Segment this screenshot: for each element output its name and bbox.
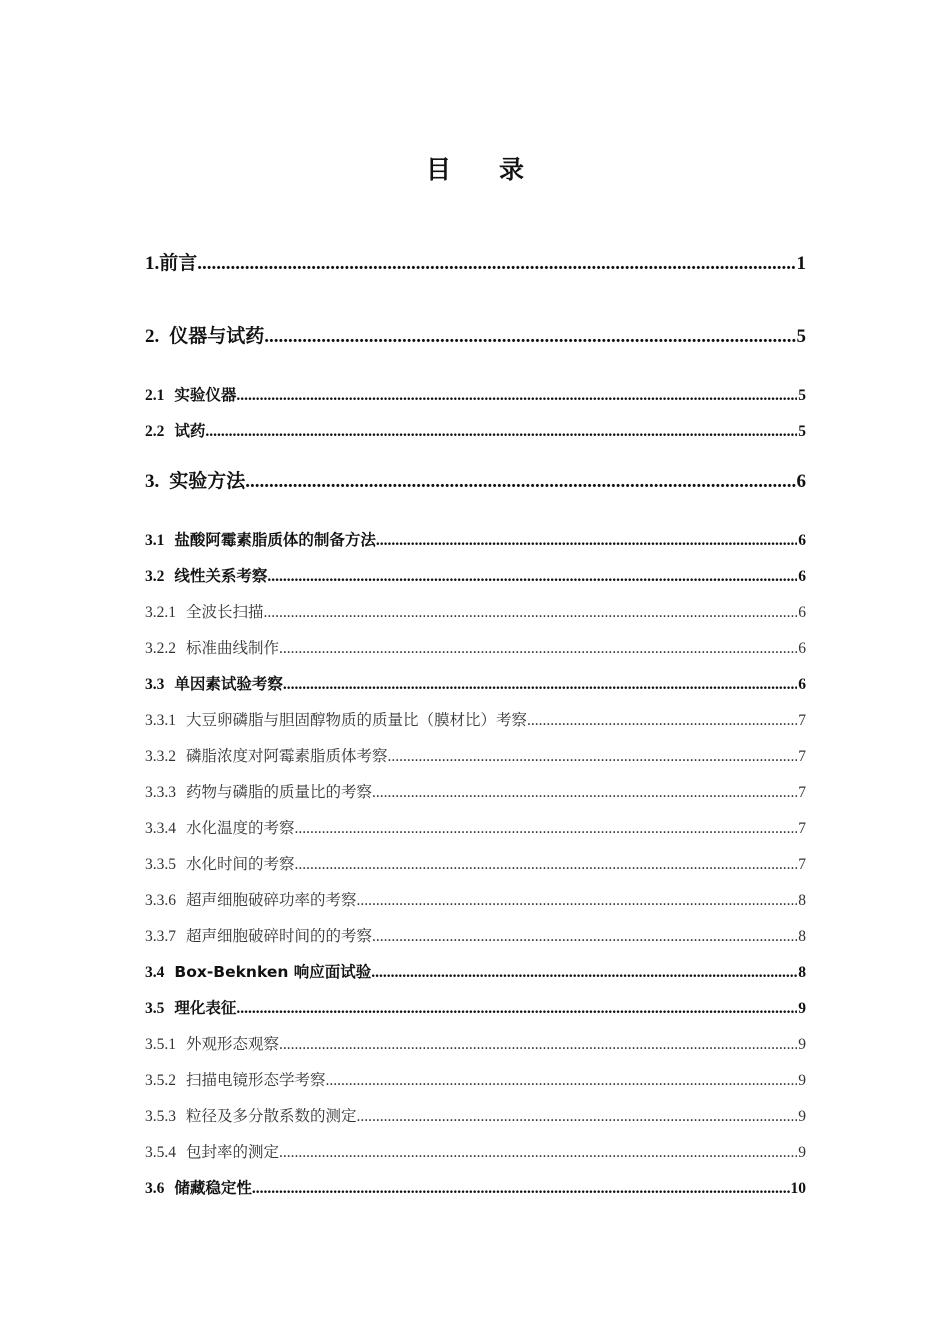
toc-entry-text: 试药 — [174, 422, 206, 440]
toc-dot-leader — [372, 784, 797, 802]
toc-entry-number: 3.4 — [145, 964, 165, 981]
toc-page-number: 6 — [798, 532, 806, 549]
toc-entry-number: 2.1 — [145, 387, 165, 404]
toc-dot-leader — [527, 712, 797, 730]
toc-entry-text: 全波长扫描 — [186, 603, 264, 621]
toc-title-left: 目 — [425, 155, 451, 184]
toc-entry-3-5[interactable] — [145, 996, 806, 1018]
toc-entry-label — [145, 744, 388, 766]
toc-entry-text: Box-Beknken 响应面试验 — [174, 963, 372, 981]
toc-entry-label — [145, 321, 264, 348]
toc-entry-text: 超声细胞破碎时间的的考察 — [186, 927, 373, 945]
toc-page-number: 8 — [798, 964, 806, 981]
toc-page-number: 9 — [798, 1036, 806, 1053]
toc-dot-leader — [295, 820, 798, 838]
toc-entry-number: 3.5.2 — [145, 1072, 176, 1089]
toc-entry-text: 实验方法 — [169, 470, 246, 492]
toc-dot-leader — [279, 1144, 797, 1162]
toc-entry-label — [145, 924, 372, 946]
toc-entry-label — [145, 960, 371, 982]
toc-page-number: 8 — [798, 892, 806, 909]
toc-entry-label — [145, 888, 357, 910]
toc-entry-number: 3.2 — [145, 568, 165, 585]
toc-entry-number: 3.2.2 — [145, 640, 176, 657]
toc-entry-3-5-2[interactable] — [145, 1068, 806, 1090]
toc-entry-label — [145, 600, 264, 622]
toc-entry-label — [145, 564, 267, 586]
toc-entry-3-5-1[interactable] — [145, 1032, 806, 1054]
toc-entry-text: 超声细胞破碎功率的考察 — [186, 891, 357, 909]
toc-entry-label — [145, 636, 279, 658]
toc-dot-leader — [372, 928, 797, 946]
toc-entry-2-1[interactable] — [145, 383, 806, 405]
toc-entry-text: 药物与磷脂的质量比的考察 — [186, 783, 373, 801]
toc-entry-3-3-6[interactable] — [145, 888, 806, 910]
toc-entry-text: 标准曲线制作 — [186, 639, 280, 657]
toc-entry-label — [145, 419, 205, 441]
toc-dot-leader — [357, 892, 798, 910]
toc-entry-3-1[interactable] — [145, 528, 806, 550]
toc-entry-2-2[interactable] — [145, 419, 806, 441]
toc-page-number: 1 — [796, 253, 806, 274]
toc-entry-label — [145, 466, 245, 493]
toc-entry-label — [145, 1068, 326, 1090]
toc-entry-label — [145, 1176, 252, 1198]
toc-page-number: 6 — [798, 604, 806, 621]
toc-entry-number: 3.5.3 — [145, 1108, 176, 1125]
toc-dot-leader — [197, 253, 795, 275]
toc-entry-number: 2.2 — [145, 423, 165, 440]
toc-dot-leader — [264, 326, 795, 348]
toc-page-number: 6 — [798, 676, 806, 693]
toc-entry-text: 实验仪器 — [174, 386, 237, 404]
toc-page-number: 5 — [798, 423, 806, 440]
toc-dot-leader — [376, 532, 797, 550]
toc-entry-number: 3.6 — [145, 1180, 165, 1197]
toc-title — [0, 150, 950, 186]
toc-dot-leader — [205, 423, 797, 441]
toc-page-number: 7 — [798, 856, 806, 873]
toc-page-number: 6 — [798, 640, 806, 657]
toc-dot-leader — [388, 748, 798, 766]
toc-entry-label — [145, 852, 295, 874]
toc-entry-label — [145, 383, 236, 405]
toc-dot-leader — [252, 1180, 790, 1198]
toc-dot-leader — [279, 1036, 797, 1054]
toc-page-number: 7 — [798, 820, 806, 837]
toc-entry-3[interactable] — [145, 466, 806, 493]
toc-entry-number: 3.3.5 — [145, 856, 176, 873]
toc-page-number: 7 — [798, 712, 806, 729]
toc-entry-text: 外观形态观察 — [186, 1035, 280, 1053]
toc-entry-3-2-2[interactable] — [145, 636, 806, 658]
toc-title-right: 录 — [499, 155, 525, 184]
toc-page-number: 7 — [798, 748, 806, 765]
toc-entry-number: 3.3.7 — [145, 928, 176, 945]
toc-page-number: 5 — [796, 326, 806, 347]
toc-entry-number: 3.2.1 — [145, 604, 176, 621]
toc-dot-leader — [295, 856, 798, 874]
toc-entry-label — [145, 708, 527, 730]
toc-entry-label — [145, 780, 372, 802]
toc-entry-2[interactable] — [145, 321, 806, 348]
toc-page-number: 9 — [798, 1000, 806, 1017]
toc-entry-number: 3.1 — [145, 532, 165, 549]
toc-entry-text: 储藏稳定性 — [174, 1179, 252, 1197]
toc-page-number: 5 — [798, 387, 806, 404]
toc-entry-number: 3.5.4 — [145, 1144, 176, 1161]
toc-entry-3-3[interactable] — [145, 672, 806, 694]
toc-entry-text: 单因素试验考察 — [174, 675, 283, 693]
toc-entry-3-3-7[interactable] — [145, 924, 806, 946]
toc-entry-3-2-1[interactable] — [145, 600, 806, 622]
toc-entry-number: 3. — [145, 471, 160, 492]
toc-dot-leader — [236, 387, 797, 405]
toc-dot-leader — [267, 568, 797, 586]
toc-entry-number: 3.3.4 — [145, 820, 176, 837]
toc-entry-number: 1. — [145, 253, 160, 274]
toc-entry-text: 粒径及多分散系数的测定 — [186, 1107, 357, 1125]
toc-dot-leader — [279, 640, 797, 658]
toc-entry-text: 理化表征 — [174, 999, 237, 1017]
toc-entry-text: 盐酸阿霉素脂质体的制备方法 — [174, 531, 376, 549]
toc-dot-leader — [357, 1108, 798, 1126]
toc-page-number: 8 — [798, 928, 806, 945]
toc-entry-label — [145, 528, 376, 550]
toc-entry-number: 3.3.1 — [145, 712, 176, 729]
toc-entry-3-6[interactable] — [145, 1176, 806, 1198]
toc-page-number: 10 — [790, 1180, 806, 1197]
toc-entry-number: 3.5 — [145, 1000, 165, 1017]
toc-entry-label — [145, 248, 197, 275]
toc-dot-leader — [371, 964, 797, 982]
toc-dot-leader — [245, 471, 795, 493]
toc-entry-3-5-3[interactable] — [145, 1104, 806, 1126]
toc-page-number: 6 — [796, 471, 806, 492]
toc-entry-3-5-4[interactable] — [145, 1140, 806, 1162]
toc-entry-3-3-2[interactable] — [145, 744, 806, 766]
toc-entry-1[interactable] — [145, 248, 806, 275]
toc-entry-number: 2. — [145, 326, 160, 347]
toc-entry-text: 前言 — [159, 252, 198, 274]
toc-dot-leader — [264, 604, 798, 622]
toc-page-number: 7 — [798, 784, 806, 801]
toc-entry-label — [145, 816, 295, 838]
toc-page-number: 6 — [798, 568, 806, 585]
toc-entry-text: 线性关系考察 — [174, 567, 268, 585]
toc-entry-text: 仪器与试药 — [169, 325, 265, 347]
toc-entry-number: 3.3 — [145, 676, 165, 693]
toc-dot-leader — [326, 1072, 798, 1090]
toc-dot-leader — [236, 1000, 797, 1018]
toc-entry-3-2[interactable] — [145, 564, 806, 586]
toc-entry-3-3-5[interactable] — [145, 852, 806, 874]
toc-entry-label — [145, 1104, 357, 1126]
toc-entry-3-3-1[interactable] — [145, 708, 806, 730]
toc-page-number: 9 — [798, 1108, 806, 1125]
toc-entry-number: 3.3.3 — [145, 784, 176, 801]
toc-page-number: 9 — [798, 1144, 806, 1161]
toc-entry-number: 3.3.2 — [145, 748, 176, 765]
toc-entry-text: 大豆卵磷脂与胆固醇物质的质量比（膜材比）考察 — [186, 711, 528, 729]
toc-entry-label — [145, 996, 236, 1018]
toc-entry-label — [145, 672, 283, 694]
toc-entry-number: 3.5.1 — [145, 1036, 176, 1053]
toc-entry-number: 3.3.6 — [145, 892, 176, 909]
toc-entry-label — [145, 1140, 279, 1162]
toc-entry-3-4[interactable] — [145, 960, 806, 982]
toc-entry-text: 扫描电镜形态学考察 — [186, 1071, 326, 1089]
toc-dot-leader — [283, 676, 797, 694]
toc-entry-text: 水化时间的考察 — [186, 855, 295, 873]
toc-entry-label — [145, 1032, 279, 1054]
toc-page-number: 9 — [798, 1072, 806, 1089]
toc-entry-text: 包封率的测定 — [186, 1143, 280, 1161]
toc-entry-3-3-4[interactable] — [145, 816, 806, 838]
toc-entry-3-3-3[interactable] — [145, 780, 806, 802]
toc-entry-text: 磷脂浓度对阿霉素脂质体考察 — [186, 747, 388, 765]
toc-entry-text: 水化温度的考察 — [186, 819, 295, 837]
